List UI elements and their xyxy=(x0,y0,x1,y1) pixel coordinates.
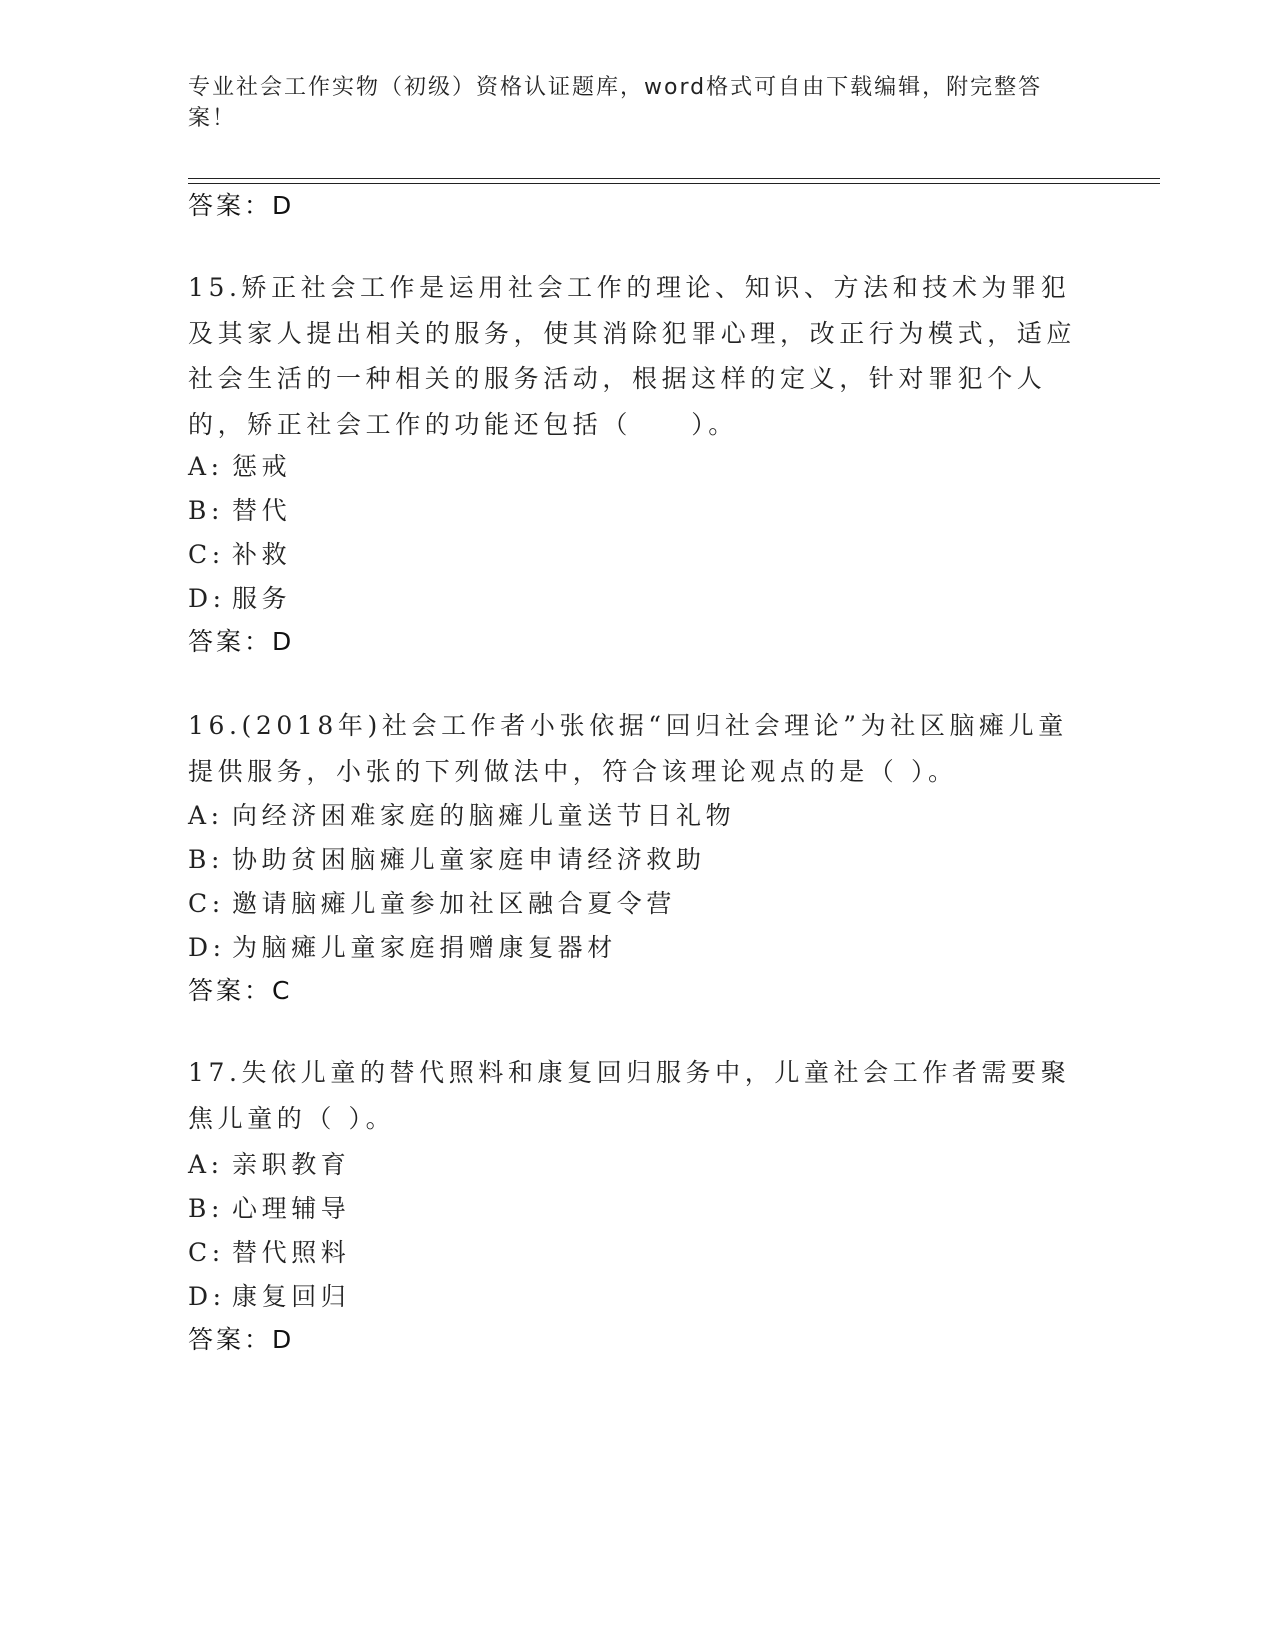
option-key: C: xyxy=(188,889,225,918)
question-17-option-b xyxy=(188,1189,350,1225)
option-key: D: xyxy=(188,584,226,613)
option-key: D: xyxy=(188,933,226,962)
option-text: 惩戒 xyxy=(232,452,292,481)
question-15-option-d xyxy=(188,579,291,615)
option-key: D: xyxy=(188,1282,226,1311)
answer-q14: 答案：D xyxy=(188,191,295,220)
answer-q16: 答案：C xyxy=(188,976,293,1005)
option-key: C: xyxy=(188,540,225,569)
option-text: 为脑瘫儿童家庭捐赠康复器材 xyxy=(232,933,617,962)
option-key: B: xyxy=(188,1194,224,1223)
question-15-option-b xyxy=(188,491,291,527)
question-17-stem: 17.失依儿童的替代照料和康复回归服务中，儿童社会工作者需要聚焦儿童的（ ）。 xyxy=(188,1058,1071,1133)
option-text: 补救 xyxy=(232,540,292,569)
option-key: A: xyxy=(188,801,224,830)
question-17-option-c xyxy=(188,1233,350,1269)
question-16-option-a xyxy=(188,796,735,832)
question-16-option-c xyxy=(188,884,676,920)
question-17-option-d xyxy=(188,1277,350,1313)
option-text: 邀请脑瘫儿童参加社区融合夏令营 xyxy=(232,889,677,918)
option-key: B: xyxy=(188,845,224,874)
header-divider-top xyxy=(188,178,1160,179)
document-header: 专业社会工作实物（初级）资格认证题库，word格式可自由下载编辑，附完整答案！ xyxy=(188,75,1043,131)
option-key: A: xyxy=(188,1150,224,1179)
question-16-stem: 16.(2018年)社会工作者小张依据“回归社会理论”为社区脑瘫儿童提供服务，小张的下列做法中，符合该理论观点的是（ ）。 xyxy=(188,711,1068,786)
option-text: 协助贫困脑瘫儿童家庭申请经济救助 xyxy=(232,845,706,874)
option-text: 向经济困难家庭的脑瘫儿童送节日礼物 xyxy=(232,801,736,830)
option-key: B: xyxy=(188,496,224,525)
question-16-option-d xyxy=(188,928,617,964)
option-text: 替代照料 xyxy=(232,1238,351,1267)
option-text: 亲职教育 xyxy=(232,1150,351,1179)
option-text: 服务 xyxy=(232,584,292,613)
option-key: A: xyxy=(188,452,224,481)
option-text: 替代 xyxy=(232,496,292,525)
question-15-option-a xyxy=(188,447,291,483)
question-15-stem: 15.矫正社会工作是运用社会工作的理论、知识、方法和技术为罪犯及其家人提出相关的服务，使其消除犯罪心理，改正行为模式，适应社会生活的一种相关的服务活动，根据这样的定义，针对罪犯个人的，矫正社会工作的功能还包括（ ）。 xyxy=(188,273,1077,439)
option-text: 心理辅导 xyxy=(232,1194,351,1223)
question-17-option-a xyxy=(188,1145,350,1181)
question-15-option-c xyxy=(188,535,291,571)
question-16-option-b xyxy=(188,840,706,876)
header-divider-bottom xyxy=(188,183,1160,184)
answer-q15: 答案：D xyxy=(188,627,295,656)
option-key: C: xyxy=(188,1238,225,1267)
answer-q17: 答案：D xyxy=(188,1325,295,1354)
option-text: 康复回归 xyxy=(232,1282,351,1311)
